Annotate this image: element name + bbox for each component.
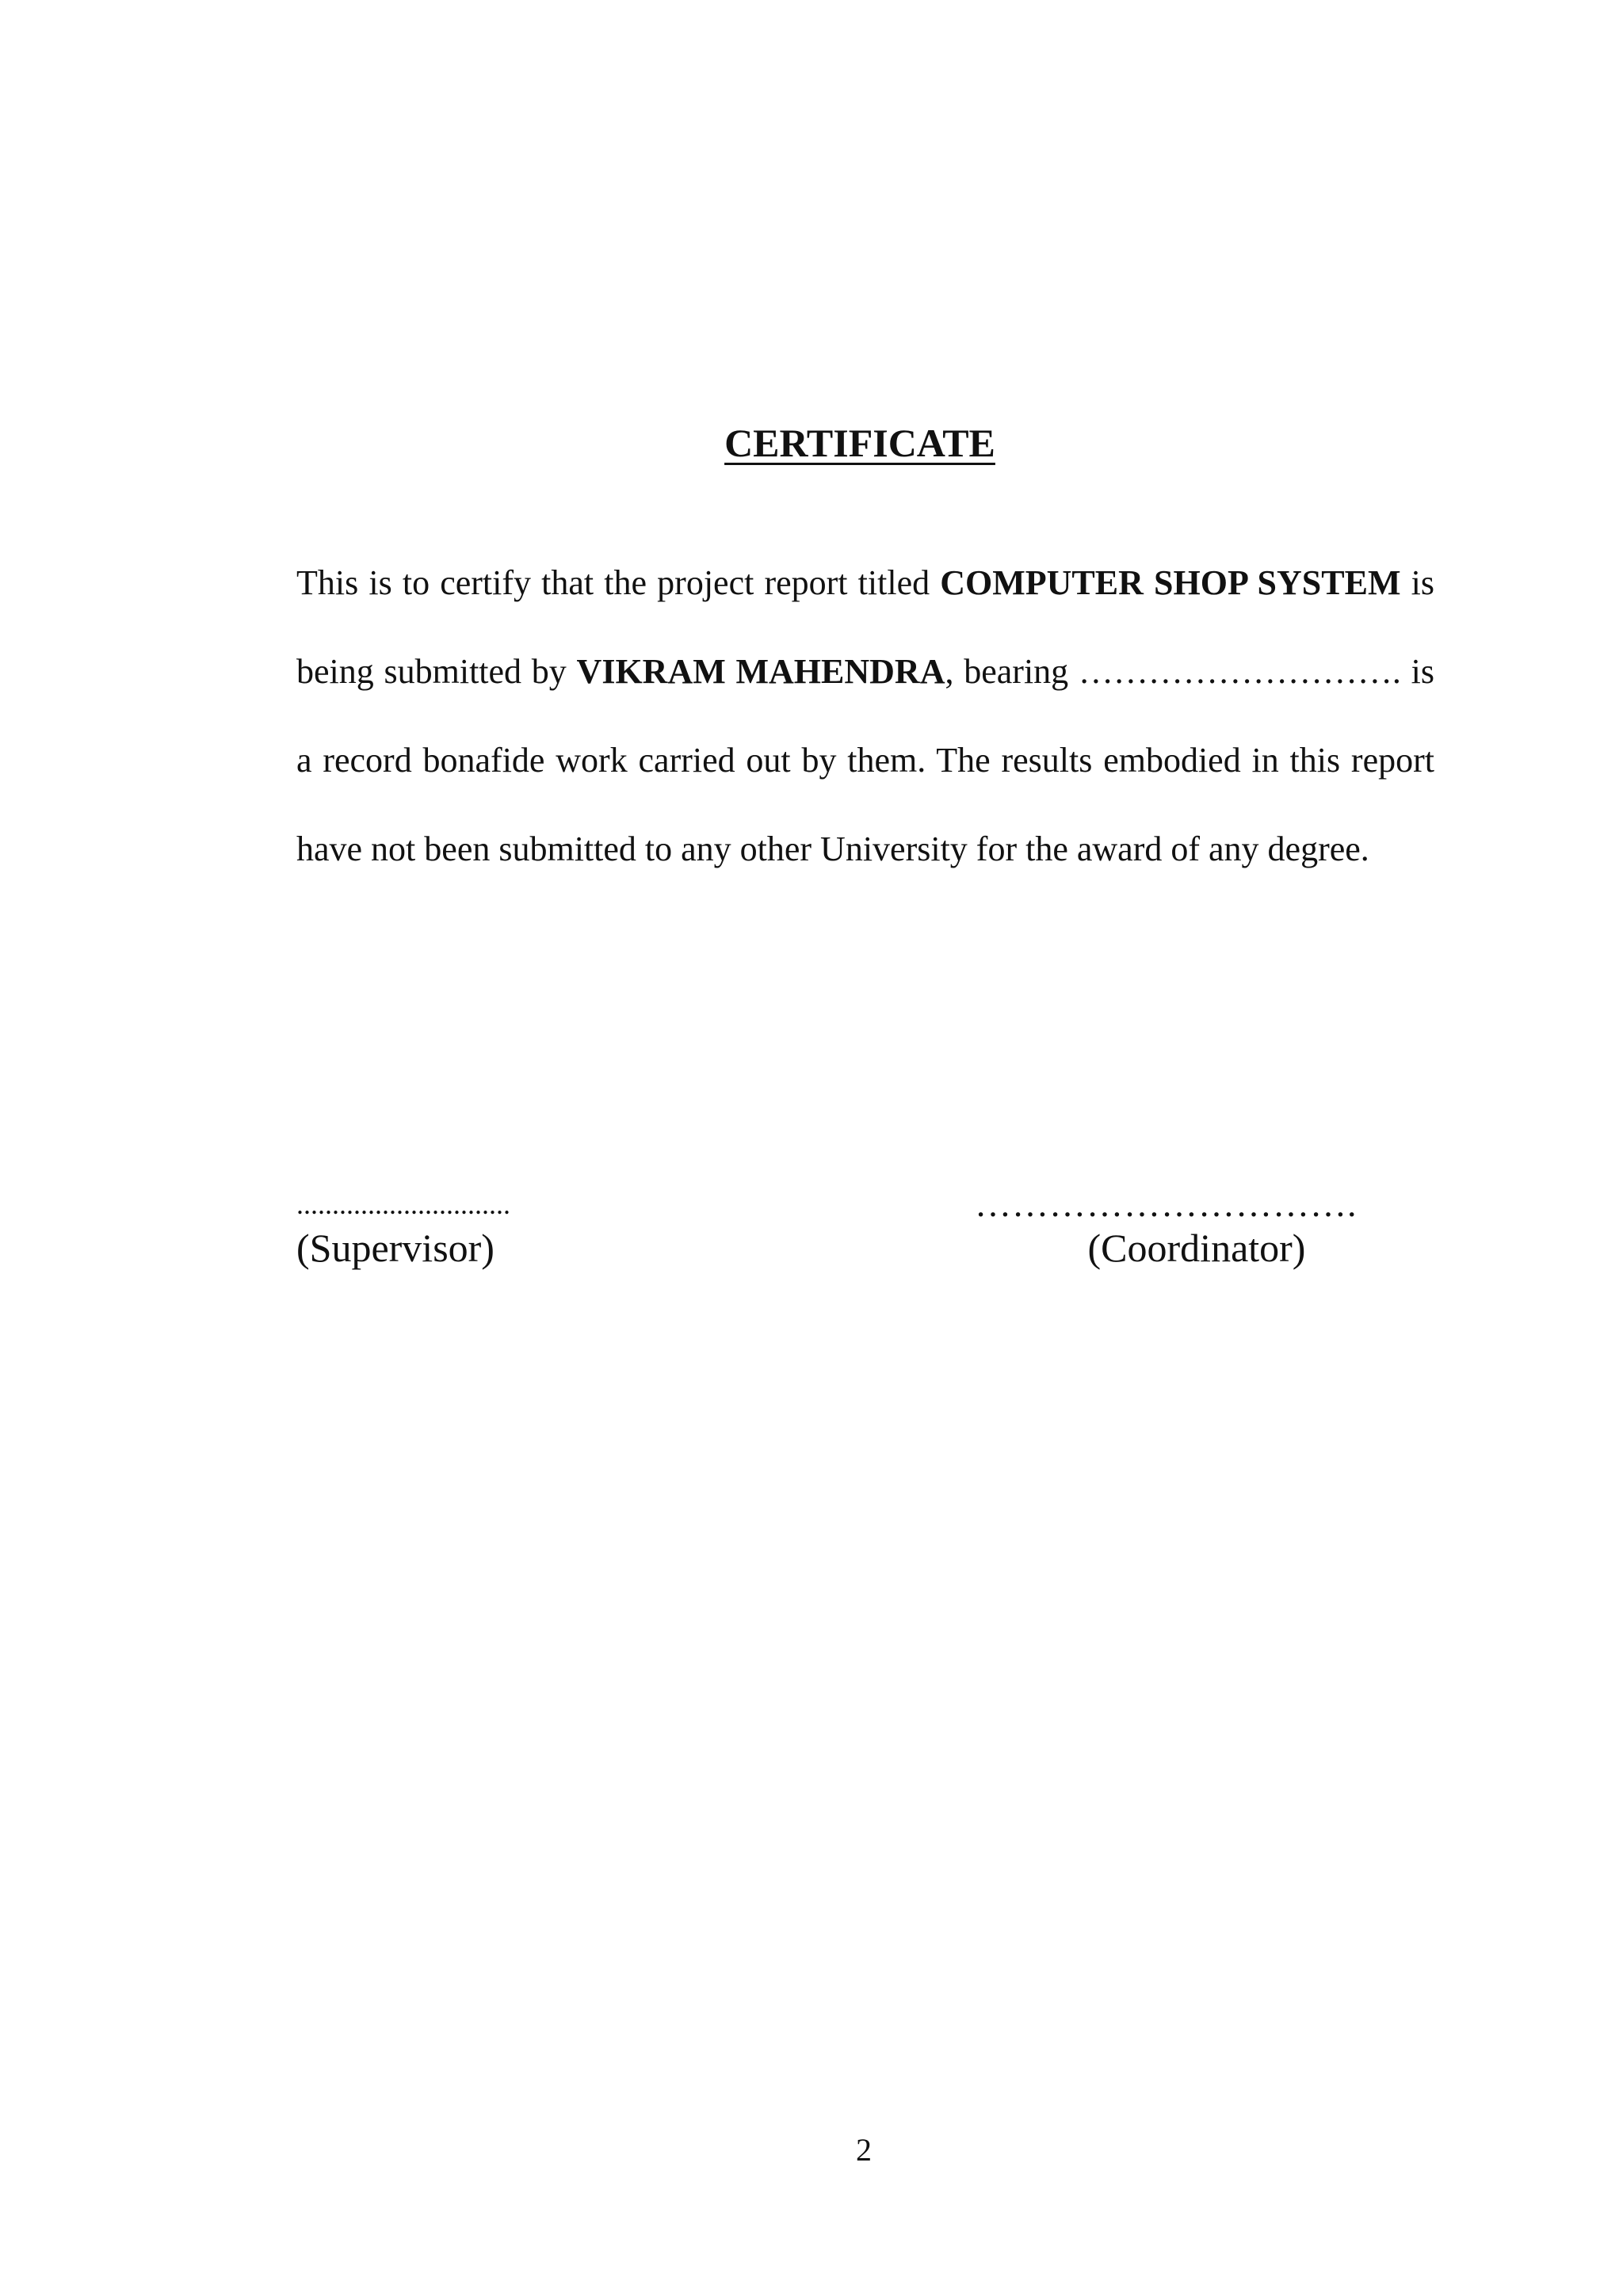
student-name: VIKRAM MAHENDRA <box>576 652 945 691</box>
supervisor-signature-line: .............................. <box>296 1188 510 1220</box>
roll-number-placeholder: ………………………. <box>1078 652 1401 691</box>
body-rest: is a record bonafide work carried out by them. The results embodied in this report have not been submitted to any other University for the award of any degree. <box>296 652 1435 868</box>
coordinator-label: (Coordinator) <box>1087 1226 1306 1270</box>
certificate-title: CERTIFICATE <box>724 421 995 465</box>
supervisor-label: (Supervisor) <box>296 1226 495 1270</box>
body-mid1: is being submitted by <box>296 563 1434 691</box>
page-number: 2 <box>856 2132 872 2168</box>
coordinator-signature-line: …………………………. <box>975 1184 1358 1224</box>
body-mid2: , bearing <box>945 652 1079 691</box>
supervisor-signature <box>296 1188 510 1276</box>
coordinator-signature <box>975 1184 1419 1276</box>
body-intro: This is to certify that the project report titled <box>296 563 941 602</box>
project-title: COMPUTER SHOP SYSTEM <box>940 563 1401 602</box>
certificate-body <box>296 539 1434 894</box>
